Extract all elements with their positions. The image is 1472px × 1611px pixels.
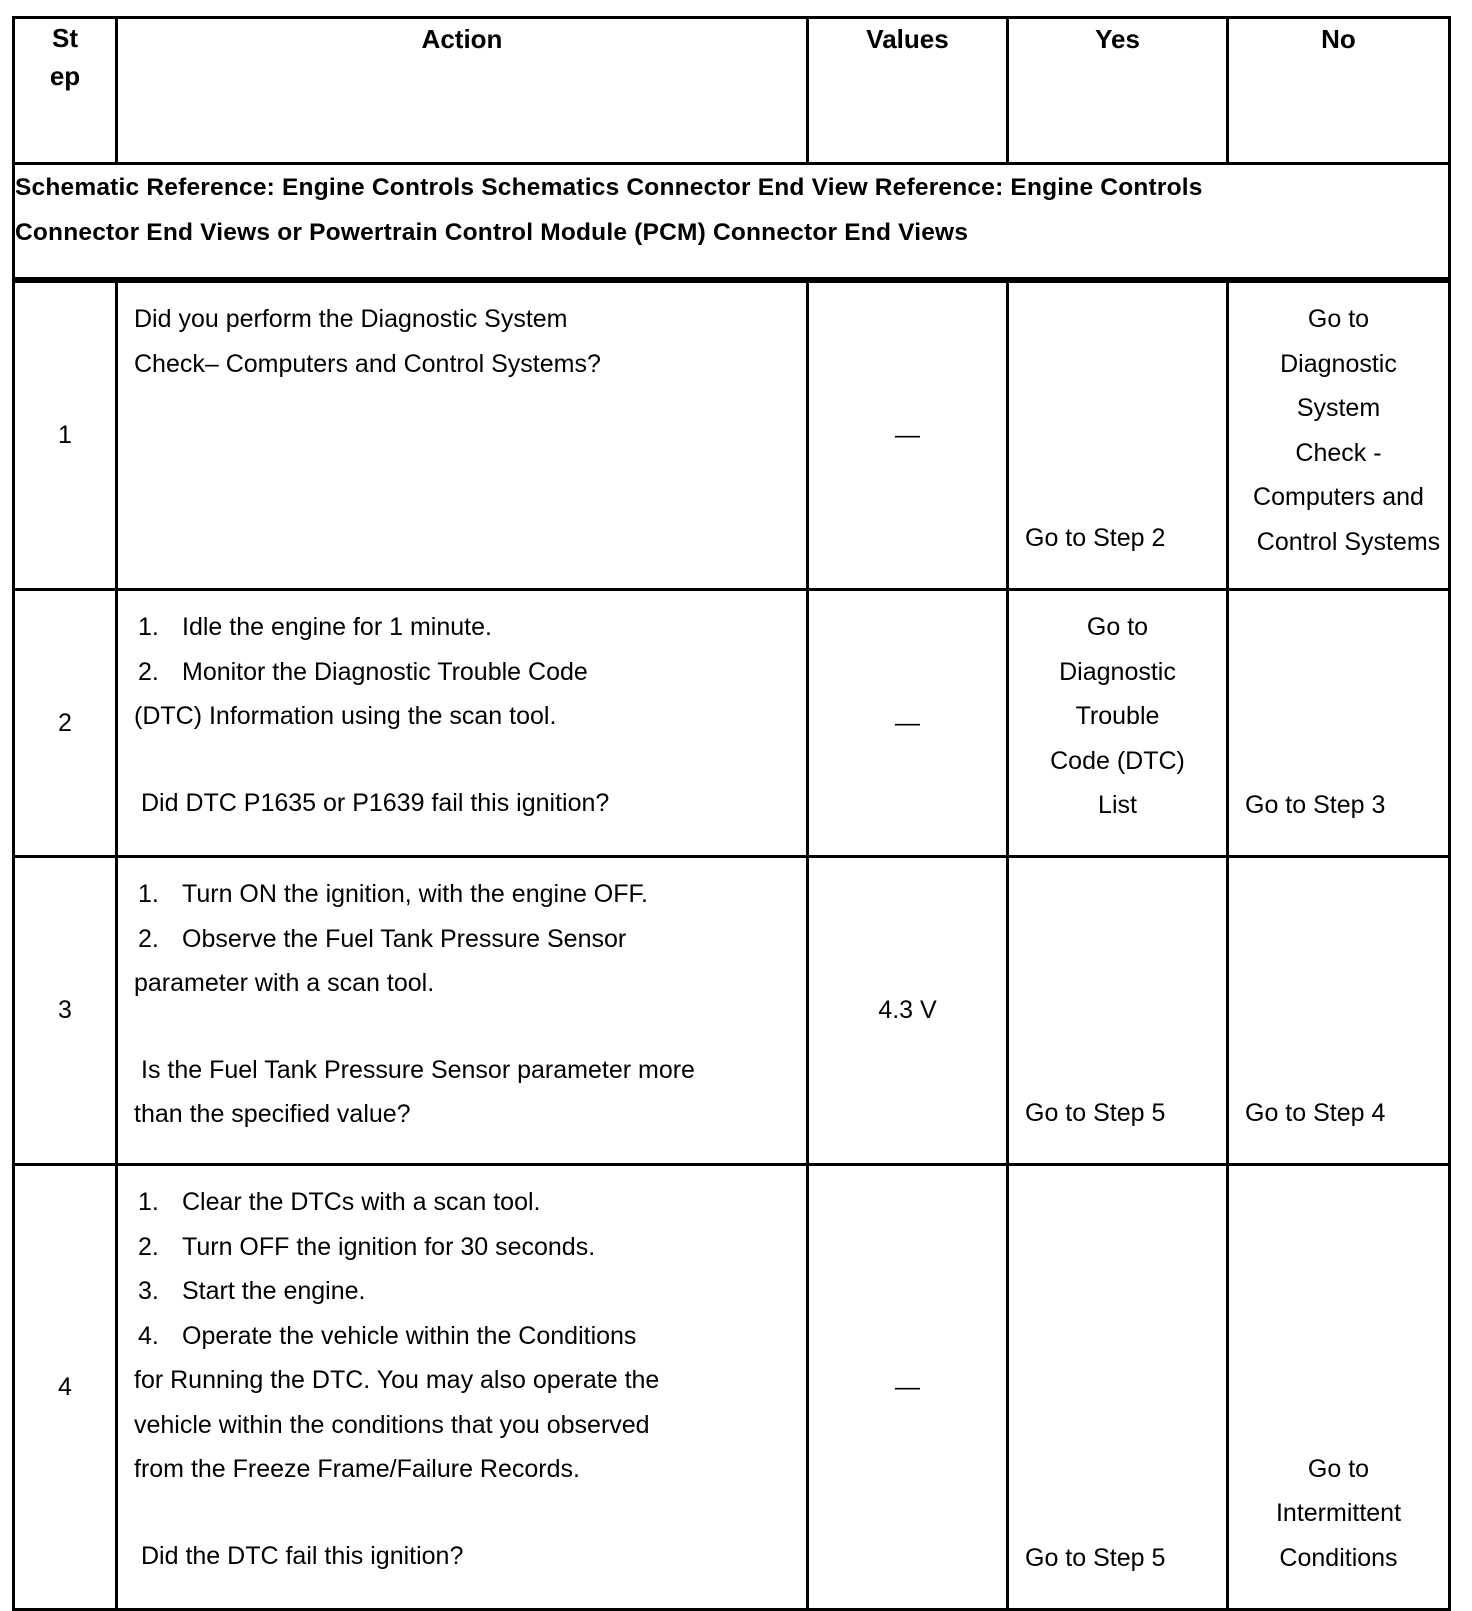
action-item: 4. Operate the vehicle within the Conditions (138, 1321, 637, 1350)
action-item: 3. Start the engine. (138, 1277, 366, 1305)
action-line: for Running the DTC. You may also operate the (134, 1366, 660, 1394)
action-item: 1. Idle the engine for 1 minute. (138, 613, 492, 641)
action-question: Is the Fuel Tank Pressure Sensor parameter more (141, 1055, 695, 1084)
reference-line-2: Connector End Views or Powertrain Control Module (PCM) Connector End Views (15, 219, 969, 246)
yes-link: Go to Step 2 (1025, 523, 1166, 552)
value-cell: — (808, 280, 1008, 590)
action-line: (DTC) Information using the scan tool. (134, 702, 557, 730)
header-yes: Yes (1008, 18, 1228, 164)
value-cell: — (808, 590, 1008, 857)
action-question: Did the DTC fail this ignition? (141, 1541, 464, 1570)
reference-line-1: Schematic Reference: Engine Controls Schematics Connector End View Reference: Engine Controls (15, 174, 1203, 201)
yes-line: Diagnostic (1059, 657, 1176, 686)
yes-cell (1008, 857, 1228, 1165)
yes-line: Code (DTC) (1050, 746, 1185, 775)
header-action: Action (117, 18, 808, 164)
header-step-line2: ep (49, 61, 81, 91)
no-line: System (1296, 394, 1381, 422)
no-line: Check - (1295, 438, 1382, 467)
step-number: 3 (14, 857, 117, 1165)
yes-cell (1008, 1165, 1228, 1610)
no-link: Go to Step 3 (1245, 790, 1386, 819)
no-line: Intermittent (1275, 1499, 1402, 1527)
action-line: parameter with a scan tool. (134, 969, 435, 997)
no-line: Go to (1307, 305, 1370, 333)
reference-row (14, 164, 1450, 281)
table-row (14, 857, 1450, 1165)
no-line: Conditions (1279, 1543, 1398, 1572)
action-cell (117, 857, 808, 1165)
table-row (14, 590, 1450, 857)
action-item: 1. Turn ON the ignition, with the engine OFF. (138, 880, 648, 908)
yes-cell (1008, 590, 1228, 857)
action-line: Check– Computers and Control Systems? (134, 349, 601, 378)
no-cell (1228, 1165, 1450, 1610)
yes-line: Trouble (1075, 702, 1160, 730)
step-number: 4 (14, 1165, 117, 1610)
diagnostic-table (12, 16, 1451, 1611)
action-question: Did DTC P1635 or P1639 fail this ignition? (141, 788, 610, 817)
action-line: vehicle within the conditions that you observed (134, 1410, 650, 1439)
table-row (14, 280, 1450, 590)
no-cell (1228, 857, 1450, 1165)
yes-link: Go to Step 5 (1025, 1543, 1166, 1572)
action-item: 2. Observe the Fuel Tank Pressure Sensor (138, 924, 627, 953)
yes-line: Go to (1086, 613, 1149, 641)
yes-line: List (1098, 791, 1137, 819)
no-link: Go to Step 4 (1245, 1098, 1386, 1127)
action-cell (117, 280, 808, 590)
no-line: Diagnostic (1280, 349, 1397, 378)
no-line: Go to (1307, 1454, 1370, 1483)
action-question: than the specified value? (134, 1100, 411, 1128)
action-cell (117, 590, 808, 857)
action-line: from the Freeze Frame/Failure Records. (134, 1455, 580, 1483)
table-row (14, 1165, 1450, 1610)
action-item: 2. Turn OFF the ignition for 30 seconds. (138, 1232, 596, 1261)
header-values: Values (808, 18, 1008, 164)
action-cell (117, 1165, 808, 1610)
step-number: 1 (14, 280, 117, 590)
header-no: No (1228, 18, 1450, 164)
step-number: 2 (14, 590, 117, 857)
action-line: Did you perform the Diagnostic System (134, 305, 568, 333)
header-row (14, 18, 1450, 164)
no-line: Control Systems (1256, 527, 1441, 556)
header-step-line1: St (52, 23, 78, 53)
no-line: Computers and (1253, 483, 1424, 511)
action-item: 2. Monitor the Diagnostic Trouble Code (138, 657, 588, 686)
header-step (14, 18, 117, 164)
reference-cell (14, 164, 1450, 281)
no-cell (1228, 590, 1450, 857)
action-item: 1. Clear the DTCs with a scan tool. (138, 1188, 541, 1216)
value-cell: — (808, 1165, 1008, 1610)
yes-cell (1008, 280, 1228, 590)
value-cell: 4.3 V (808, 857, 1008, 1165)
no-cell (1228, 280, 1450, 590)
yes-link: Go to Step 5 (1025, 1098, 1166, 1127)
